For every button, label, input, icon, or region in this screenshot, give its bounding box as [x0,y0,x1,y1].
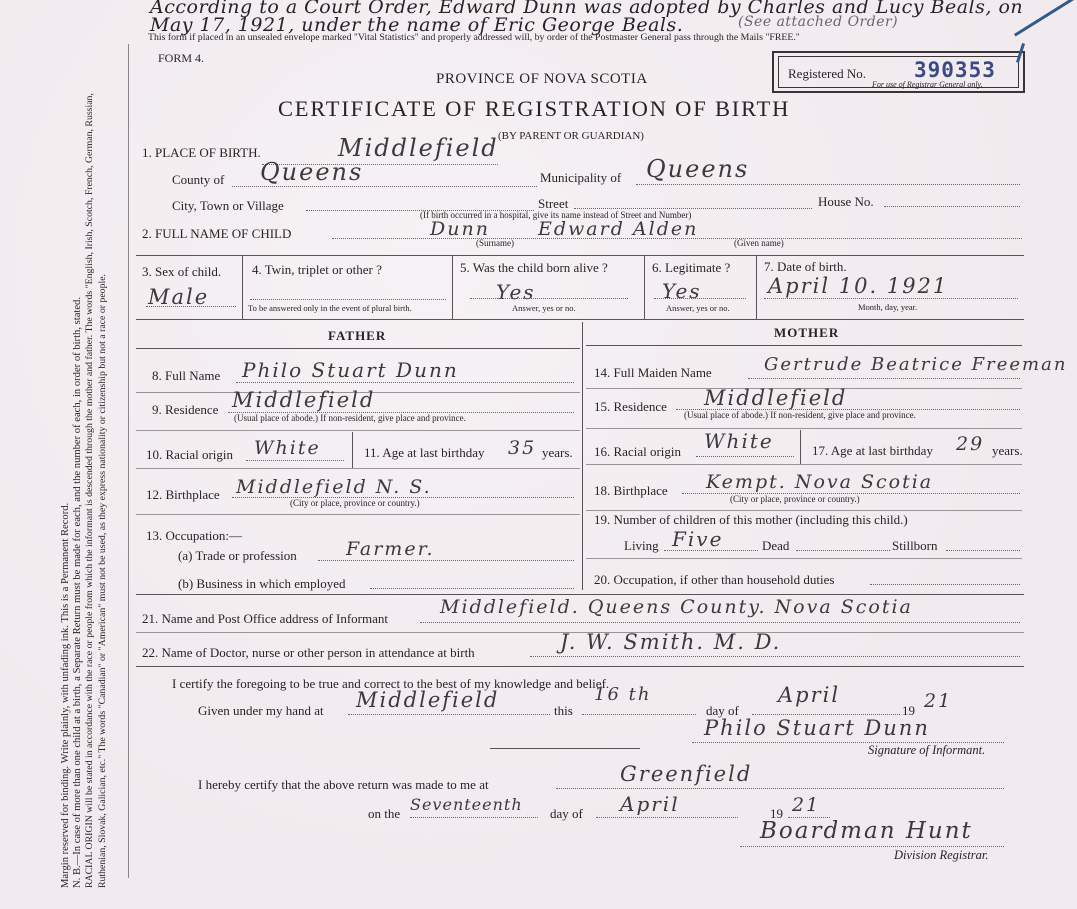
father-name-line [236,382,574,383]
parents-divider [582,322,583,590]
dob-label: 7. Date of birth. [764,259,847,274]
adoption-annotation-line2: May 17, 1921, under the name of Eric George Beals. [150,14,684,36]
registrar-signature: Boardman Hunt [760,818,973,844]
father-business-line [370,588,574,589]
house-label: House No. [818,194,874,209]
mother-birthplace-value: Kempt. Nova Scotia [706,471,934,493]
father-residence-rule [136,430,580,431]
legitimate-value: Yes [662,279,702,303]
father-racial-divider [352,432,353,468]
father-heading-rule [136,348,580,349]
dead-label: Dead [762,538,790,553]
father-age-value: 35 [508,437,537,459]
father-years-label: years. [542,445,573,460]
hospital-note: (If birth occurred in a hospital, give its name instead of Street and Number) [420,210,692,220]
dob-value: April 10. 1921 [768,274,949,298]
box-divider-4 [756,255,757,319]
father-trade-label: (a) Trade or profession [178,548,297,563]
child-surname: Dunn [430,218,490,240]
doctor-rule [136,666,1024,667]
row-boxes-top-border [136,255,1024,256]
adoption-annotation-line1: According to a Court Order, Edward Dunn was adopted by Charles and Lucy Beals, on [150,0,1024,18]
county-line [232,186,537,187]
given-name-caption: (Given name) [734,238,784,248]
registrar-place-line [556,788,1004,789]
father-trade-line [318,560,574,561]
informant-signature-caption: Signature of Informant. [868,743,986,757]
form-number: FORM 4. [158,51,205,65]
father-occupation-label: 13. Occupation:— [146,528,243,543]
mother-heading: MOTHER [774,325,840,340]
father-birthplace-label: 12. Birthplace [146,487,220,502]
dead-line [796,550,890,551]
margin-line-1: Margin reserved for binding. Write plainly, with unfading ink. This is a Permanent Record. [60,502,71,888]
father-name-value: Philo Stuart Dunn [242,358,459,382]
father-trade-value: Farmer. [346,538,435,560]
father-residence-value: Middlefield [232,388,376,412]
mother-residence-value: Middlefield [704,386,848,410]
father-birthplace-note: (City or place, province or country.) [290,498,420,508]
registrar-year-prefix: 19 [770,806,783,821]
registrar-place: Greenfield [620,762,753,786]
mother-age-label: 17. Age at last birthday [812,443,933,458]
row-boxes-bottom-border [136,319,1024,320]
given-under-label: Given under my hand at [198,703,324,718]
box-divider-1 [242,255,243,319]
day-of-label: day of [706,703,739,718]
stillborn-line [946,550,1020,551]
father-business-label: (b) Business in which employed [178,576,346,591]
sex-line [146,306,236,307]
child-given-name: Edward Alden [538,218,699,240]
dob-line [764,298,1018,299]
alive-note: Answer, yes or no. [512,303,576,313]
given-month-line [752,714,900,715]
twin-note: To be answered only in the event of plural birth. [248,303,412,313]
alive-value: Yes [496,280,536,304]
given-place-line [348,714,550,715]
municipality-value: Queens [646,155,750,183]
legitimate-line [654,298,746,299]
mother-name-label: 14. Full Maiden Name [594,365,712,380]
registration-note: For use of Registrar General only. [872,80,983,89]
alive-line [470,298,628,299]
children-count-label: 19. Number of children of this mother (including this child.) [594,512,908,527]
county-label: County of [172,172,225,187]
mother-occupation-label: 20. Occupation, if other than household duties [594,572,835,587]
city-label: City, Town or Village [172,198,284,213]
mother-residence-rule [586,428,1022,429]
living-label: Living [624,538,659,553]
stillborn-label: Stillborn [892,538,938,553]
municipality-label: Municipality of [540,170,622,185]
mother-racial-divider [800,430,801,464]
given-place-value: Middlefield [356,688,500,712]
mother-birthplace-label: 18. Birthplace [594,483,668,498]
sex-value: Male [148,285,210,309]
given-month-value: April [778,683,841,707]
informant-label: 21. Name and Post Office address of Informant [142,611,388,626]
place-of-birth-label: 1. PLACE OF BIRTH. [142,145,261,160]
living-line [664,550,758,551]
margin-line-2: N. B.—In case of more than one child at a birth, a Separate Return must be made for each, and the number of each, in order of birth, stated. [72,297,84,888]
informant-line [420,622,1020,623]
father-racial-line [246,460,344,461]
child-name-label: 2. FULL NAME OF CHILD [142,226,292,241]
registrar-day-of-label: day of [550,806,583,821]
mother-age-value: 29 [956,433,985,455]
mother-birthplace-rule [586,510,1022,511]
registrar-year: 21 [792,794,821,816]
certificate-subtitle: (BY PARENT OR GUARDIAN) [498,130,644,142]
informant-signature: Philo Stuart Dunn [704,716,930,740]
box-divider-2 [452,255,453,319]
province-heading: PROVINCE OF NOVA SCOTIA [436,71,648,87]
father-name-label: 8. Full Name [152,368,221,383]
registrar-day: Seventeenth [410,795,523,814]
mother-birthplace-note: (City or place, province or country.) [730,494,860,504]
father-racial-label: 10. Racial origin [146,447,234,462]
place-of-birth-value: Middlefield [338,134,499,162]
doctor-line [530,656,1020,657]
mother-residence-note: (Usual place of abode.) If non-resident, give place and province. [684,410,916,420]
mother-heading-rule [586,345,1022,346]
surname-caption: (Surname) [476,238,514,248]
legitimate-label: 6. Legitimate ? [652,260,731,275]
father-residence-label: 9. Residence [152,402,219,417]
separator-rule [490,748,640,749]
margin-border [128,44,129,878]
mother-name-line [748,378,1020,379]
mother-name-value: Gertrude Beatrice Freeman [764,354,1068,375]
mother-years-label: years. [992,443,1023,458]
twin-line [250,299,446,300]
mother-racial-label: 16. Racial origin [594,444,682,459]
legitimate-note: Answer, yes or no. [666,303,730,313]
living-value: Five [672,527,724,551]
this-label: this [554,703,573,718]
mother-racial-value: White [704,429,774,453]
registration-number: 390353 [914,58,996,82]
municipality-line [636,184,1020,185]
house-line [884,206,1020,207]
registrar-month-line [596,817,738,818]
doctor-label: 22. Name of Doctor, nurse or other person in attendance at birth [142,645,475,660]
given-day-value: 16 th [594,684,652,705]
street-line [574,208,812,209]
margin-line-4: Ruthenian, Slovak, Galician, etc." The words "Canadian" or "American" must not be used, as they express nationality or citizenship but not a race or people. [96,274,108,888]
doctor-value: J. W. Smith. M. D. [560,630,782,654]
mother-occupation-line [870,584,1020,585]
twin-label: 4. Twin, triplet or other ? [252,262,382,277]
registrar-day-line [410,817,538,818]
envelope-notice: This form if placed in an unsealed envelope marked "Vital Statistics" and properly addressed will, by order of the Postmaster General pass through the Mails "FREE." [148,32,800,43]
registrar-signature-line [740,846,1004,847]
alive-label: 5. Was the child born alive ? [460,260,608,275]
registrar-statement: I hereby certify that the above return was made to me at [198,777,489,792]
parents-bottom-border [136,594,1024,595]
street-label: Street [538,196,569,211]
registrar-month: April [620,792,680,816]
father-age-label: 11. Age at last birthday [364,445,485,460]
margin-line-3: RACIAL ORIGIN will be stated in accordance with the race or people from which the informant is descended through the mother and father. The words "English, Irish, Scotch, French, German, Russian, [84,93,96,888]
on-the-label: on the [368,806,401,821]
registrar-caption: Division Registrar. [894,848,989,862]
ink-check-mark [1014,0,1077,37]
sex-label: 3. Sex of child. [142,264,222,279]
given-year-value: 21 [924,690,953,712]
father-heading: FATHER [328,328,387,343]
dob-note: Month, day, year. [858,302,918,312]
certificate-title: CERTIFICATE OF REGISTRATION OF BIRTH [278,96,791,121]
box-divider-3 [644,255,645,319]
certify-statement: I certify the foregoing to be true and correct to the best of my knowledge and belief. [172,676,610,691]
mother-racial-line [696,456,794,457]
mother-racial-rule [586,464,1022,465]
given-day-line [582,714,696,715]
father-racial-value: White [254,437,321,459]
mother-children-rule [586,558,1022,559]
father-residence-note: (Usual place of abode.) If non-resident, give place and province. [234,413,466,423]
father-racial-rule [136,468,580,469]
given-year-prefix: 19 [902,703,915,718]
county-value: Queens [260,158,364,186]
child-name-line [332,238,1022,239]
adoption-annotation-note: (See attached Order) [738,14,899,30]
father-birthplace-value: Middlefield N. S. [236,476,432,498]
father-birthplace-rule [136,514,580,515]
mother-residence-label: 15. Residence [594,399,667,414]
informant-value: Middlefield. Queens County. Nova Scotia [440,596,913,618]
registration-label: Registered No. [788,66,866,81]
